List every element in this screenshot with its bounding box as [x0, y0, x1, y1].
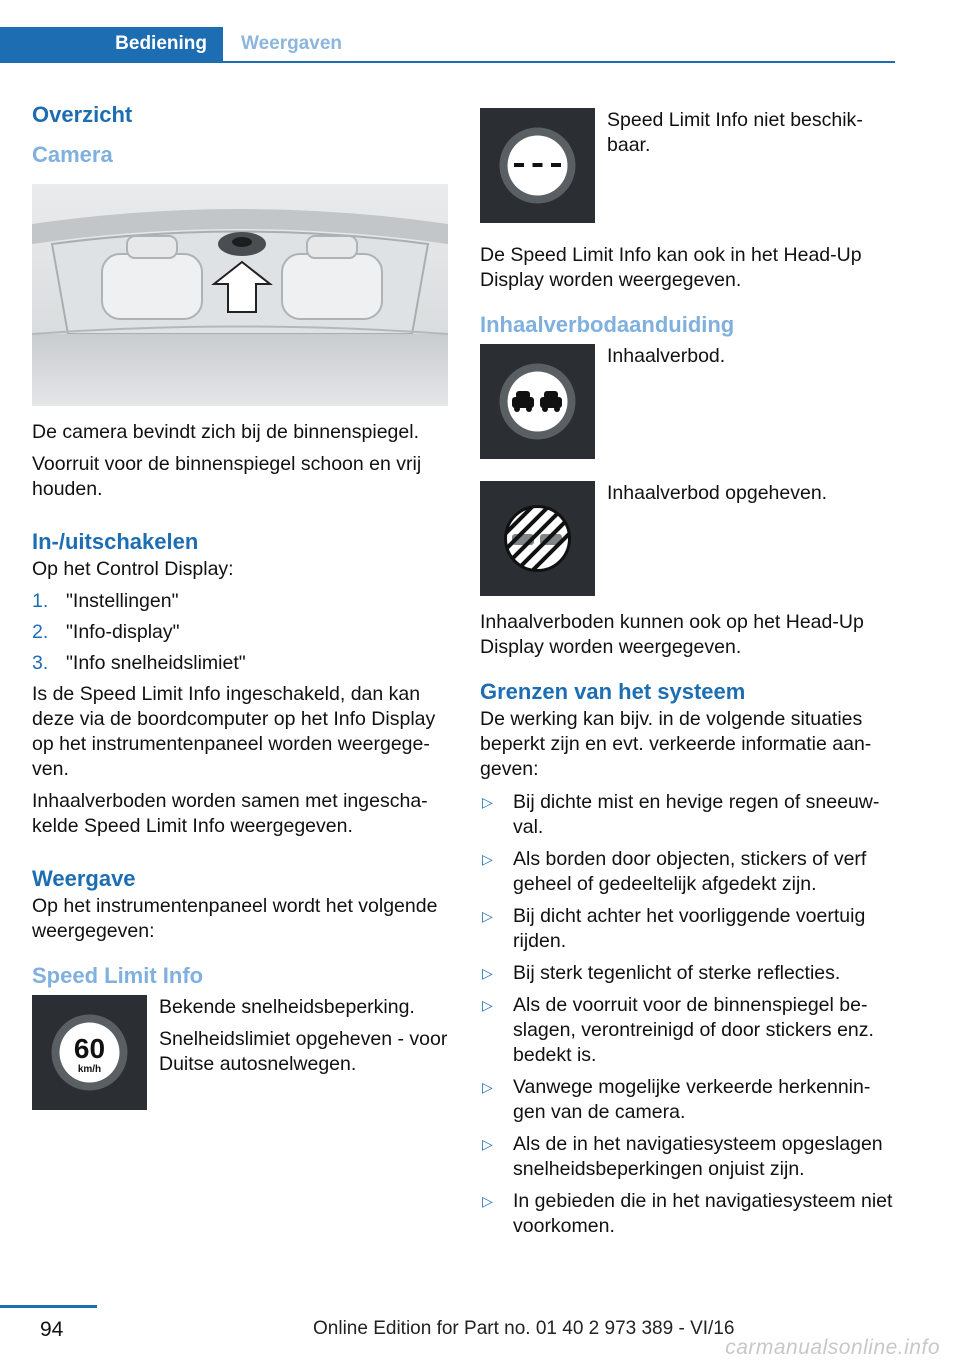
triangle-bullet-icon: ▷ — [482, 997, 493, 1013]
heading-grenzen: Grenzen van het systeem — [480, 679, 746, 704]
no-overtaking-end-sign-icon — [480, 481, 595, 596]
camera-photo — [32, 184, 448, 406]
sli-sign-row — [32, 995, 450, 1110]
list-item: ▷ Bij dichte mist en hevige regen of sneeuwval. — [482, 791, 880, 838]
heading-in-uitschakelen: In-/uitschakelen — [32, 529, 199, 554]
limits-list — [480, 790, 895, 1239]
list-item: ▷ Bij sterk tegenlicht of sterke reflecties. — [482, 962, 841, 984]
footer-rule — [0, 1305, 97, 1308]
step-item: 1. "Instellingen" — [32, 590, 179, 612]
onoff-intro: Op het Control Display: — [32, 558, 234, 580]
camera-clean-text: Voorruit voor de binnenspiegel schoon en vrij houden. — [32, 453, 422, 500]
overtake-lifted-text: Inhaalverbod opgeheven. — [607, 482, 828, 504]
heading-weergave: Weergave — [32, 866, 136, 891]
step-item: 2. "Info-display" — [32, 621, 180, 643]
triangle-bullet-icon: ▷ — [482, 1136, 493, 1152]
step-item: 3. "Info snelheidslimiet" — [32, 652, 246, 674]
svg-text:60: 60 — [73, 1033, 106, 1064]
limits-intro: De werking kan bijv. in de volgende situaties beperkt zijn en evt. verkeerde informatie aangeven: — [480, 708, 872, 780]
heading-speed-limit-info: Speed Limit Info — [32, 963, 204, 988]
triangle-bullet-icon: ▷ — [482, 908, 493, 924]
heading-camera: Camera — [32, 142, 113, 167]
sli-hud-text: De Speed Limit Info kan ook in het Head-Up Display worden weergegeven. — [480, 244, 862, 291]
list-item: ▷ Als de in het navigatiesysteem opgeslagen snelheidsbeperkingen onjuist zijn. — [482, 1133, 883, 1180]
camera-location-text: De camera bevindt zich bij de binnenspiegel. — [32, 421, 419, 443]
no-overtaking-sign-icon — [480, 344, 595, 459]
sli-limit-lifted: Snelheidslimiet opgeheven - voor Duitse autosnelwegen. — [159, 1028, 448, 1075]
sli-unavailable-text: Speed Limit Info niet beschikbaar. — [607, 109, 863, 156]
sli-unavailable-row — [480, 108, 895, 223]
header-tabs — [0, 27, 895, 63]
triangle-bullet-icon: ▷ — [482, 1193, 493, 1209]
triangle-bullet-icon: ▷ — [482, 965, 493, 981]
page-number: 94 — [40, 1318, 64, 1341]
overtake-prohibited-text: Inhaalverbod. — [607, 345, 726, 367]
triangle-bullet-icon: ▷ — [482, 851, 493, 867]
list-item: ▷ Bij dicht achter het voorliggende voertuig rijden. — [482, 905, 866, 952]
onoff-steps — [32, 589, 450, 676]
onoff-overtake-note: Inhaalverboden worden samen met ingeschakelde Speed Limit Info weergegeven. — [32, 790, 428, 837]
triangle-bullet-icon: ▷ — [482, 1079, 493, 1095]
tab-weergaven[interactable]: Weergaven — [241, 33, 343, 54]
overtake-lifted-row — [480, 481, 895, 596]
display-intro: Op het instrumentenpaneel wordt het volgende weergegeven: — [32, 895, 438, 942]
tab-bediening[interactable]: Bediening — [0, 27, 223, 61]
left-column — [32, 100, 450, 1124]
heading-inhaalverbodaanduiding: Inhaalverbodaanduiding — [480, 312, 735, 337]
overtake-sign-row — [480, 344, 895, 459]
list-item: ▷ In gebieden die in het navigatiesysteem niet voorkomen. — [482, 1190, 893, 1237]
right-column — [480, 108, 895, 1246]
list-item: ▷ Als borden door objecten, stickers of verf geheel of gedeeltelijk afgedekt zijn. — [482, 848, 867, 895]
speed-60-sign-icon — [32, 995, 147, 1110]
sli-unavailable-sign-icon — [480, 108, 595, 223]
onoff-description: Is de Speed Limit Info ingeschakeld, dan kan deze via de boordcomputer op het Info Display op het instrumentenpaneel worden weergegeven. — [32, 683, 436, 780]
svg-text:km/h: km/h — [77, 1064, 102, 1075]
overtake-hud-text: Inhaalverboden kunnen ook op het Head-Up Display worden weergegeven. — [480, 611, 864, 658]
watermark: carmanualsonline.info — [725, 1336, 940, 1359]
sli-known-limit: Bekende snelheidsbeperking. — [159, 996, 415, 1018]
list-item: ▷ Als de voorruit voor de binnenspiegel beslagen, verontreinigd of door stickers enz. bedekt is. — [482, 994, 874, 1066]
heading-overzicht: Overzicht — [32, 102, 133, 127]
list-item: ▷ Vanwege mogelijke verkeerde herkenningen van de camera. — [482, 1076, 871, 1123]
edition-text: Online Edition for Part no. 01 40 2 973 389 - VI/16 — [313, 1318, 735, 1339]
triangle-bullet-icon: ▷ — [482, 794, 493, 810]
